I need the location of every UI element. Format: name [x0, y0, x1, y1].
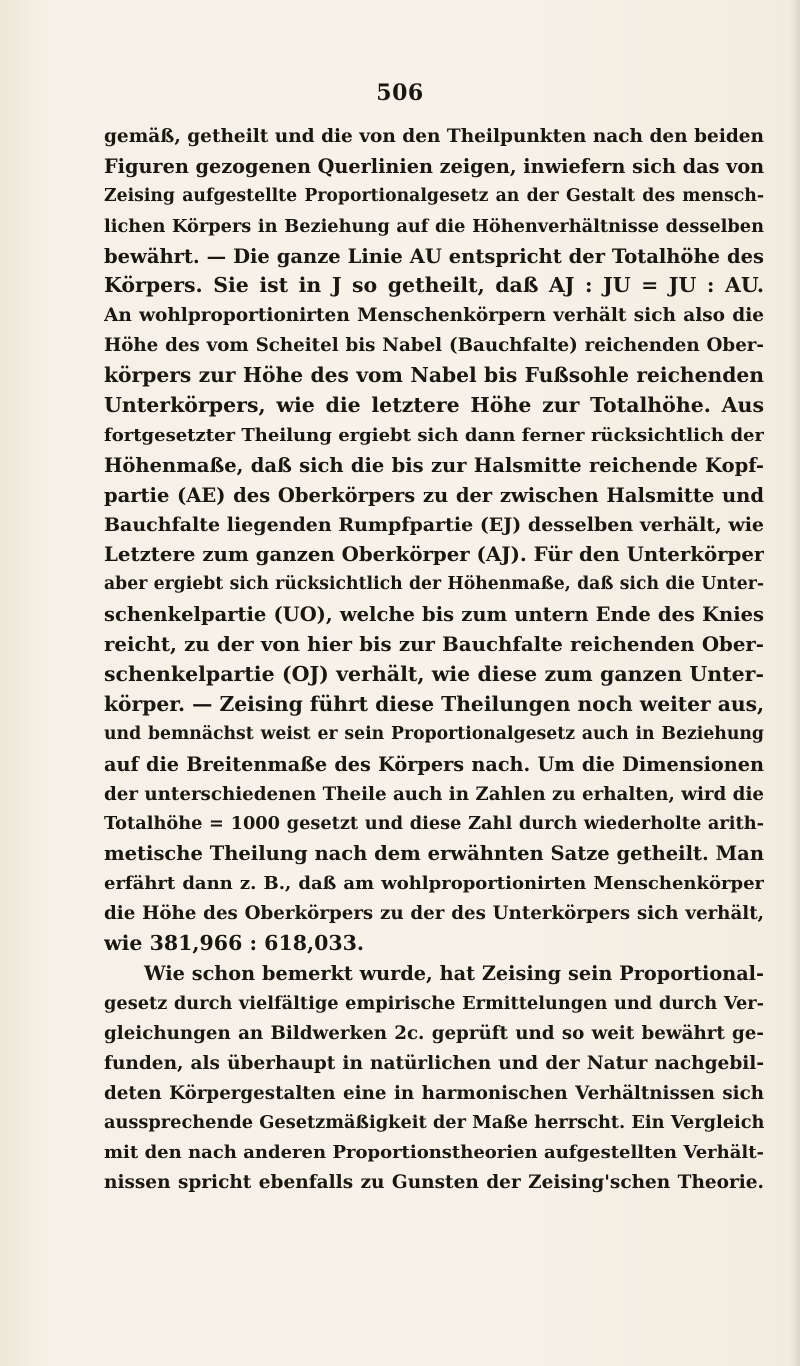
text-line: aber ergiebt sich rücksichtlich der Höhenmaße, daß sich die Unter-: [104, 574, 764, 595]
text-line: Figuren gezogenen Querlinien zeigen, inwiefern sich das von: [104, 154, 764, 178]
text-line: der unterschiedenen Theile auch in Zahlen zu erhalten, wird die: [104, 783, 764, 805]
text-line: schenkelpartie (OJ) verhält, wie diese zum ganzen Unter-: [104, 662, 764, 687]
text-line: und bemnächst weist er sein Proportionalgesetz auch in Beziehung: [104, 723, 764, 744]
text-line: fortgesetzter Theilung ergiebt sich dann ferner rücksichtlich der: [104, 424, 764, 446]
text-line: körpers zur Höhe des vom Nabel bis Fußsohle reichenden: [104, 363, 764, 388]
text-line: metische Theilung nach dem erwähnten Satze getheilt. Man: [104, 842, 764, 866]
text-line: wie 381,966 : 618,033.: [104, 931, 365, 956]
text-line: gleichungen an Bildwerken 2c. geprüft und so weit bewährt ge-: [104, 1022, 764, 1044]
text-line: deten Körpergestalten eine in harmonischen Verhältnissen sich: [104, 1082, 764, 1104]
text-line: nissen spricht ebenfalls zu Gunsten der Zeising'schen Theorie.: [104, 1172, 764, 1194]
text-line: erfährt dann z. B., daß am wohlproportionirten Menschenkörper: [104, 873, 764, 895]
page-edge-shadow: [790, 0, 800, 1366]
text-line: Totalhöhe = 1000 gesetzt und diese Zahl durch wiederholte arith-: [104, 813, 764, 835]
text-line: reicht, zu der von hier bis zur Bauchfalte reichenden Ober-: [104, 632, 764, 657]
text-line: gemäß, getheilt und die von den Theilpunkten nach den beiden: [104, 126, 764, 147]
text-line: lichen Körpers in Beziehung auf die Höhenverhältnisse desselben: [104, 215, 764, 237]
text-line: Wie schon bemerkt wurde, hat Zeising sein Proportional-: [144, 961, 764, 985]
text-line: Unterkörpers, wie die letztere Höhe zur Totalhöhe. Aus: [104, 393, 764, 418]
text-line: aussprechende Gesetzmäßigkeit der Maße herrscht. Ein Vergleich: [104, 1112, 764, 1134]
text-line: die Höhe des Oberkörpers zu der des Unterkörpers sich verhält,: [104, 903, 764, 925]
text-line: Bauchfalte liegenden Rumpfpartie (EJ) desselben verhält, wie: [104, 513, 764, 536]
text-line: Körpers. Sie ist in J so getheilt, daß AJ : JU = JU : AU.: [104, 273, 764, 298]
text-line: Letztere zum ganzen Oberkörper (AJ). Für den Unterkörper: [104, 542, 764, 567]
text-line: Höhe des vom Scheitel bis Nabel (Bauchfalte) reichenden Ober-: [104, 335, 764, 357]
text-line: mit den nach anderen Proportionstheorien aufgestellten Verhält-: [104, 1142, 764, 1164]
text-line: An wohlproportionirten Menschenkörpern verhält sich also die: [104, 305, 764, 327]
text-line: gesetz durch vielfältige empirische Ermittelungen und durch Ver-: [104, 992, 764, 1014]
text-line: Zeising aufgestellte Proportionalgesetz an der Gestalt des mensch-: [104, 185, 764, 206]
page-number: 506: [376, 80, 424, 106]
body-text: [104, 122, 764, 1198]
text-line: auf die Breitenmaße des Körpers nach. Um die Dimensionen: [104, 752, 764, 776]
text-line: körper. — Zeising führt diese Theilungen noch weiter aus,: [104, 691, 764, 716]
text-line: partie (AE) des Oberkörpers zu der zwischen Halsmitte und: [104, 483, 764, 507]
text-line: schenkelpartie (UO), welche bis zum untern Ende des Knies: [104, 603, 764, 627]
text-line: Höhenmaße, daß sich die bis zur Halsmitte reichende Kopf-: [104, 453, 764, 477]
text-line: bewährt. — Die ganze Linie AU entspricht der Totalhöhe des: [104, 244, 764, 268]
text-line: funden, als überhaupt in natürlichen und der Natur nachgebil-: [104, 1052, 764, 1074]
